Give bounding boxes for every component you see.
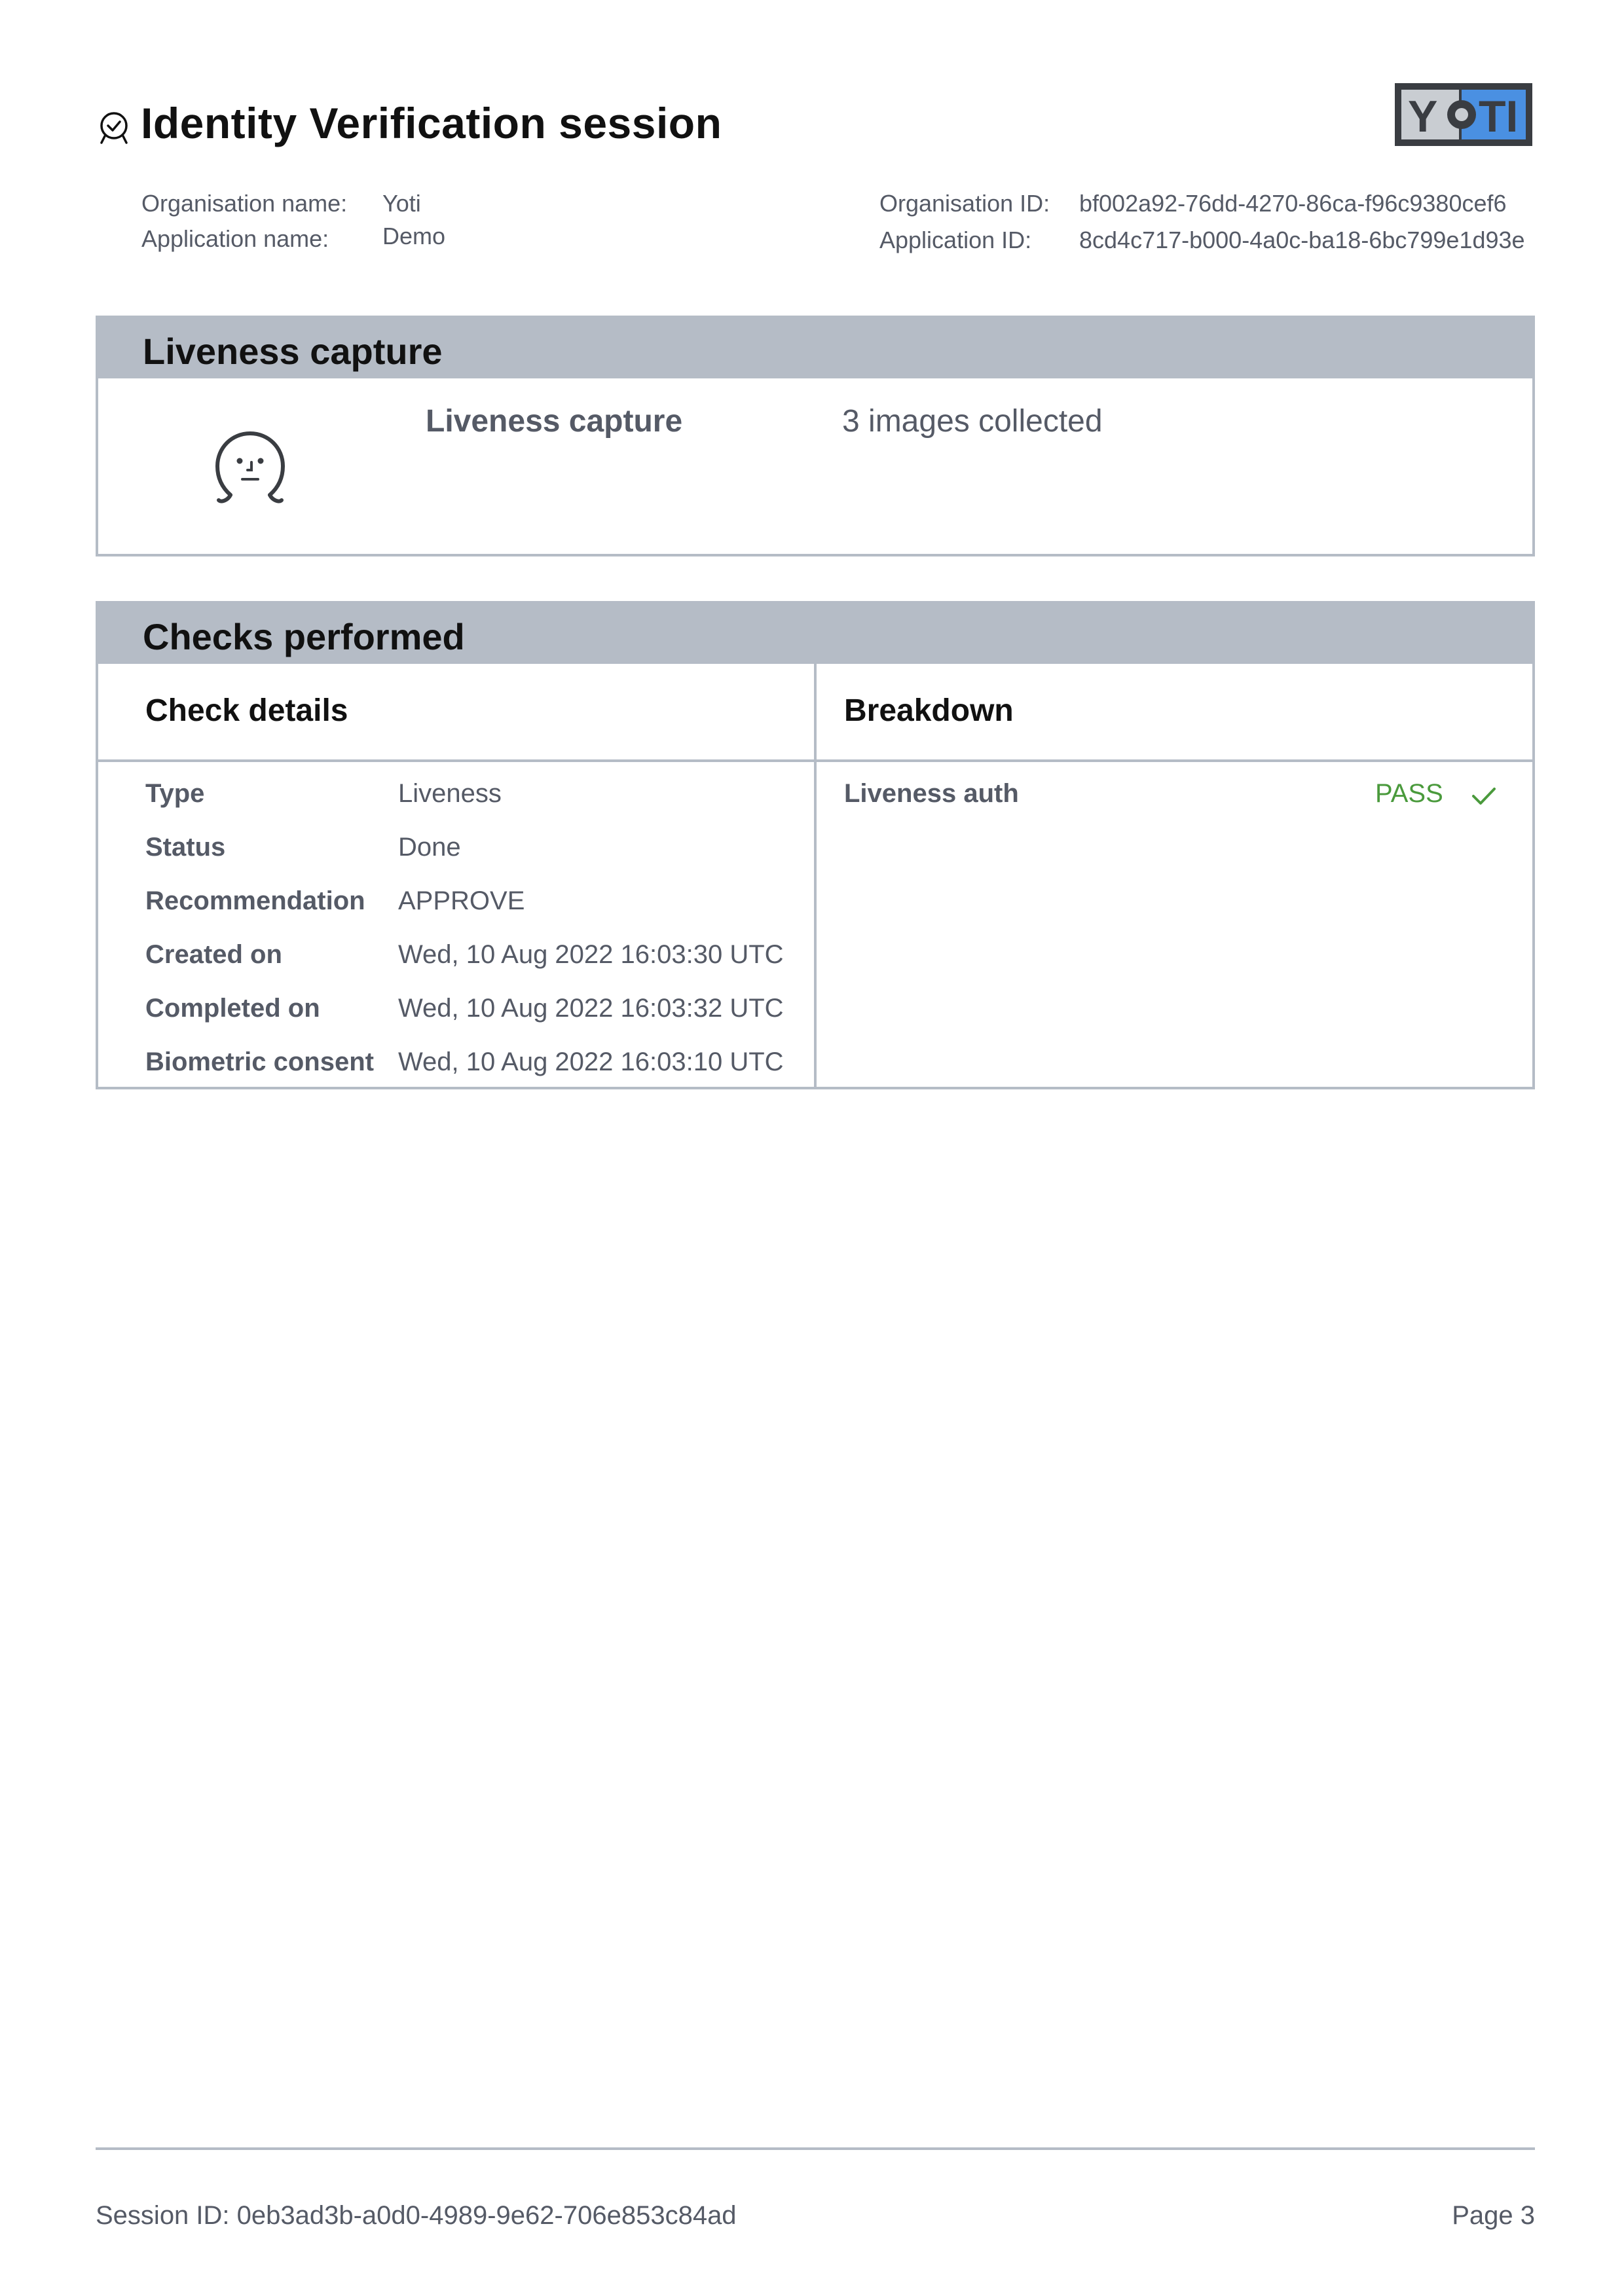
svg-text:Y: Y	[1408, 92, 1438, 141]
breakdown-result-pass: PASS	[1375, 779, 1443, 808]
detail-label-type: Type	[145, 779, 205, 808]
org-name-value: Yoti	[382, 190, 421, 217]
detail-label-created-on: Created on	[145, 940, 282, 969]
detail-value-completed-on: Wed, 10 Aug 2022 16:03:32 UTC	[398, 994, 784, 1023]
org-name-label: Organisation name:	[141, 190, 348, 217]
org-id-value: bf002a92-76dd-4270-86ca-f96c9380cef6	[1079, 190, 1507, 217]
detail-value-type: Liveness	[398, 779, 502, 808]
app-name-label: Application name:	[141, 225, 329, 252]
breakdown-label-liveness-auth: Liveness auth	[844, 779, 1019, 808]
detail-label-recommendation: Recommendation	[145, 886, 365, 915]
org-id-label: Organisation ID:	[879, 190, 1050, 217]
liveness-capture-value: 3 images collected	[842, 404, 1103, 439]
checks-section-title: Checks performed	[143, 616, 465, 657]
face-icon	[213, 429, 287, 508]
detail-label-status: Status	[145, 833, 226, 862]
footer-divider	[96, 2147, 1535, 2150]
detail-value-created-on: Wed, 10 Aug 2022 16:03:30 UTC	[398, 940, 784, 969]
app-id-value: 8cd4c717-b000-4a0c-ba18-6bc799e1d93e	[1079, 227, 1525, 253]
svg-text:TI: TI	[1479, 92, 1519, 141]
yoti-logo	[1393, 82, 1534, 147]
detail-value-status: Done	[398, 833, 461, 862]
page-title: Identity Verification session	[141, 99, 722, 147]
detail-value-recommendation: APPROVE	[398, 886, 525, 915]
breakdown-header: Breakdown	[844, 693, 1014, 728]
check-details-header: Check details	[145, 693, 348, 728]
liveness-section-title: Liveness capture	[143, 331, 443, 372]
checks-section	[96, 601, 1535, 1089]
column-divider	[814, 664, 817, 1087]
header-row-divider	[98, 759, 1532, 762]
detail-value-biometric-consent: Wed, 10 Aug 2022 16:03:10 UTC	[398, 1048, 784, 1076]
app-name-value: Demo	[382, 223, 446, 249]
liveness-section	[96, 316, 1535, 556]
liveness-capture-label: Liveness capture	[426, 404, 683, 439]
session-id: Session ID: 0eb3ad3b-a0d0-4989-9e62-706e853c84ad	[96, 2201, 737, 2230]
checks-section-header	[98, 604, 1532, 664]
app-id-label: Application ID:	[879, 227, 1032, 253]
rosette-check-icon	[96, 110, 132, 147]
check-icon	[1471, 784, 1497, 808]
liveness-section-header	[98, 318, 1532, 378]
page-number: Page 3	[1452, 2201, 1535, 2230]
detail-label-biometric-consent: Biometric consent	[145, 1048, 374, 1076]
detail-label-completed-on: Completed on	[145, 994, 320, 1023]
